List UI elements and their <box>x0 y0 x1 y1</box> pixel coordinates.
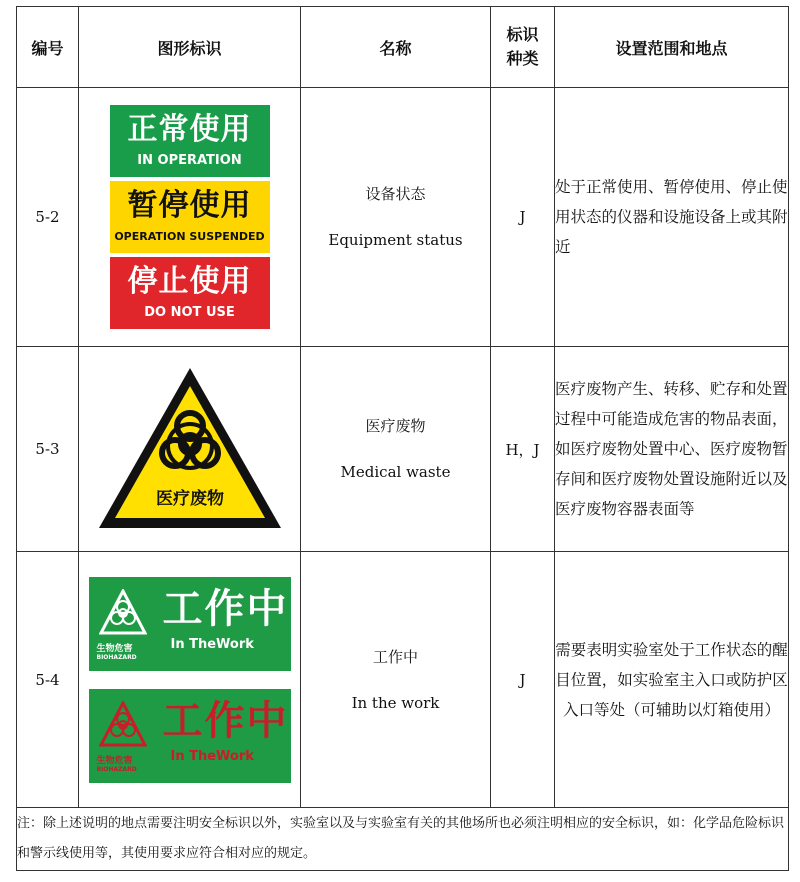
header-code: 编号 <box>17 7 79 88</box>
name-en: Medical waste <box>340 463 451 481</box>
table-row <box>17 347 789 552</box>
row-kind: J <box>491 552 555 808</box>
in-work-sub-text: In TheWork <box>170 636 254 652</box>
row-code: 5-3 <box>17 347 79 552</box>
header-kind-line1: 标识 <box>506 25 539 44</box>
in-work-big-text: 工作中 <box>162 697 289 744</box>
sign-en-text: IN OPERATION <box>137 153 242 168</box>
name-en: In the work <box>351 693 440 712</box>
row-scope: 处于正常使用、暂停使用、停止使用状态的仪器和设施设备上或其附近 <box>555 88 789 347</box>
table-row <box>17 88 789 347</box>
sign-en-text: OPERATION SUSPENDED <box>114 230 265 243</box>
header-kind-line2: 种类 <box>506 49 539 68</box>
safety-sign-table <box>16 6 789 871</box>
sign-cn-text: 停止使用 <box>127 264 252 299</box>
note-row <box>17 808 789 871</box>
row-kind: J <box>491 88 555 347</box>
header-graphic: 图形标识 <box>79 7 301 88</box>
medical-waste-sign <box>79 347 301 552</box>
operation-suspended-sign <box>110 181 270 253</box>
do-not-use-sign <box>110 257 270 329</box>
row-kind: H，J <box>491 347 555 552</box>
sign-en-text: DO NOT USE <box>144 305 235 320</box>
biohazard-triangle-icon <box>99 701 147 749</box>
row-code: 5-4 <box>17 552 79 808</box>
row-name <box>301 88 491 347</box>
biohazard-cn: 生物危害 <box>96 643 133 654</box>
in-work-big-text: 工作中 <box>162 585 289 632</box>
in-work-sign-white <box>89 577 291 671</box>
header-scope: 设置范围和地点 <box>555 7 789 88</box>
sign-text: 医疗废物 <box>155 489 224 509</box>
header-row <box>17 7 789 88</box>
in-operation-sign <box>110 105 270 177</box>
table-row <box>17 552 789 808</box>
biohazard-en: BIOHAZARD <box>96 653 137 661</box>
sign-cn-text: 正常使用 <box>127 112 252 147</box>
table-note: 注：除上述说明的地点需要注明安全标识以外，实验室以及与实验室有关的其他场所也必须注明相应的安全标识，如：化学品危险标识和警示线使用等，其使用要求应符合相对应的规定。 <box>17 808 789 871</box>
name-cn: 设备状态 <box>365 185 426 203</box>
name-cn: 工作中 <box>372 647 418 666</box>
name-en: Equipment status <box>328 231 463 249</box>
in-work-sign-red <box>89 689 291 783</box>
row-code: 5-2 <box>17 88 79 347</box>
row-scope: 医疗废物产生、转移、贮存和处置过程中可能造成危害的物品表面，如医疗废物处置中心、医疗废物暂存间和医疗废物处置设施附近以及医疗废物容器表面等 <box>555 347 789 552</box>
in-work-signs <box>79 552 301 808</box>
biohazard-triangle-icon <box>99 589 147 637</box>
sign-cn-text: 暂停使用 <box>127 188 252 223</box>
equipment-status-signs <box>79 88 301 347</box>
row-name <box>301 347 491 552</box>
row-scope: 需要表明实验室处于工作状态的醒目位置，如实验室主入口或防护区入口等处（可辅助以灯箱使用） <box>555 552 789 808</box>
biohazard-cn: 生物危害 <box>96 755 133 766</box>
biohazard-en: BIOHAZARD <box>96 765 137 773</box>
biohazard-warning-triangle-icon <box>95 364 285 534</box>
in-work-sub-text: In TheWork <box>170 748 254 764</box>
name-cn: 医疗废物 <box>365 417 426 435</box>
header-kind <box>491 7 555 88</box>
header-name: 名称 <box>301 7 491 88</box>
row-name <box>301 552 491 808</box>
